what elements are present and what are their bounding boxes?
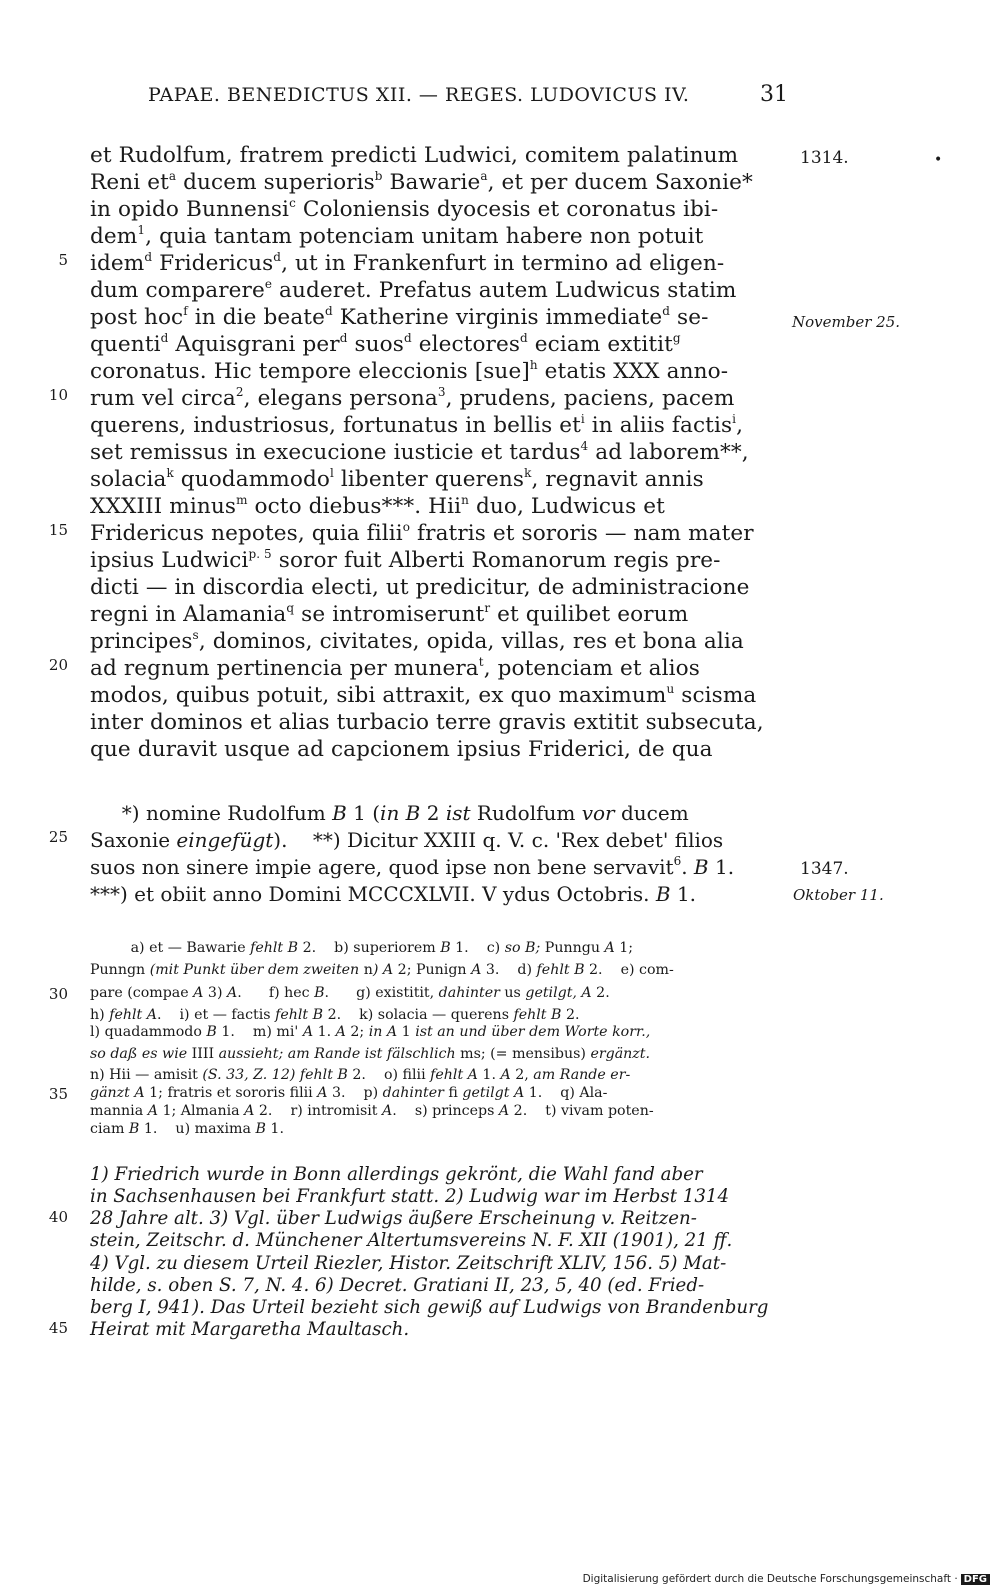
speck: • <box>934 152 943 168</box>
margin-year-1314: 1314. <box>800 148 849 168</box>
margin-year-1347: 1347. <box>800 859 849 879</box>
credit-text: Digitalisierung gefördert durch die Deutsche Forschungsgemeinschaft · <box>582 1573 958 1585</box>
document-page: PAPAE. BENEDICTUS XII. — REGES. LUDOVICUS IV. 31 • et Rudolfum, fratrem predicti Ludwici, comitem palatinum Reni $et^a$ ducem superioris$^b$ Bawarie$^a$, et per ducem Saxonie* in opido Bunnensi$^c$ Coloniensis dyocesis et coronatus ibi- dem$^1$, quia tantam potenciam unitam habere non potuit 5 idem$^d$ Fridericus$^d$, ut in Frankenfurt in termino ad eligen- dum comparere$^e$ auderet. Prefatus autem Ludwicus statim post hoc$^f$ in die beate$^d$ Katherine virginis immediate$^d$ se- quenti$^d$ Aquisgrani per$^d$ suos$^d$ electores$^d$ eciam extitit$^g$ coronatus. Hic tempore eleccionis [sue]$^h$ etatis XXX anno- 10 rum vel circa$^2$, elegans persona$^3$, prudens, paciens, pacem querens, industriosus, fortunatus in bellis $et^i$ in aliis factis$^i$, set remissus in execucione iusticie et tardus$^4$ ad laborem**, solacia$^k$ quodammodo$^l$ libenter querens$^k$, regnavit annis XXXIII minus$^m$ octo diebus***. Hii$^n$ duo, Ludwicus et 15 Fridericus nepotes, quia filii$^o$ fratris et sororis — nam mater ipsius Ludwici$^{p. 5}$ soror fuit Alberti Romanorum regis pre- dicti — in discordia electi, ut predicitur, de administracione regni in Alamania$^q$ se intromiserunt$^r$ et quilibet eorum principes$^s$, dominos, civitates, opida, villas, res et bona alia 20 ad regnum pertinencia per munera$^t$, potenciam et alios modos, quibus potuit, sibi attraxit, ex quo maximum$^u$ scisma inter dominos et alias turbacio terre gravis extitit subsecuta, que duravit usque ad capcionem ipsius Friderici, de qua *) nomine Rudolfum B 1 (in B 2 ist Rudolfum vor ducem 25 Saxonie eingefügt). **) Dicitur XXIII q. V. c. 'Rex debet' filios suos non sinere impie agere, quod ipse non bene servavit$^6$. B 1. ***) et obiit anno Domini MCCCXLVII. V ydus Octobris. B 1. a) et — Bawarie fehlt B 2. b) superiorem B 1. c) so B; Punngu A 1; Punngn (mit Punkt über dem zweiten n) A 2; Punign A 3. d) fehlt B 2. e) com- 30 pare (compae A 3) A. f) hec B. g) existitit, dahinter us getilgt, A 2. h) fehlt A. i) et — factis fehlt B 2. k) solacia — querens fehlt B 2. l) quadammodo B 1. m) mi' A 1. A 2; in A 1 ist an und über dem Worte korr., so daß es wie IIII aussieht; am Rande ist fälschlich ms; (= mensibus) ergänzt. n) Hii — amisit (S. 33, Z. 12) fehlt B 2. o) filii fehlt A 1. A 2, am Rande er- 35 gänzt A 1; fratris et sororis filii A 3. p) dahinter fi getilgt A 1. q) Ala- mannia A 1; Almania A 2. r) intromisit A. s) princeps A 2. t) vivam poten- ciam B 1. u) maxima B 1. 1) Friedrich wurde in Bonn allerdings gekrönt, die Wahl fand aber in Sachsenhausen bei Frankfurt statt. 2) Ludwig war im Herbst 1314 40 28 Jahre alt. 3) Vgl. über Ludwigs äußere Erscheinung v. Reitzen- stein, Zeitschr. d. Münchener Altertumsvereins N. F. XII (1901), 21 ff. 4) Vgl. zu diesem Urteil Riezler, Histor. Zeitschrift XLIV, 156. 5) Mat- hilde, s. oben S. 7, N. 4. 6) Decret. Gratiani II, 23, 5, 40 (ed. Fried- berg I, 941). Das Urteil bezieht sich gewiß auf Ludwigs von Brandenburg 45 Heirat mit Margaretha Maultasch. 1314. November 25. 1347. Oktober 11. Digitalisierung gefördert durch die Deutsche Forschungsgemeinschaft · DFG <box>0 0 1000 1594</box>
line-number: 40 <box>48 1208 68 1226</box>
margin-date-oktober: Oktober 11. <box>793 886 884 904</box>
digitization-credit <box>583 1573 990 1585</box>
margin-date-november: November 25. <box>792 313 901 331</box>
dfg-logo: DFG <box>961 1574 990 1585</box>
footnote-text: berg I, 941). Das Urteil bezieht sich gewiß auf Ludwigs von Brandenburg <box>90 1297 769 1318</box>
page-number: 31 <box>760 82 788 107</box>
footnote-text: Heirat mit Margaretha Maultasch. <box>90 1319 410 1340</box>
running-head: PAPAE. BENEDICTUS XII. — REGES. LUDOVICUS IV. <box>148 84 690 106</box>
footnote-text: 28 Jahre alt. 3) Vgl. über Ludwigs äußere Erscheinung v. Reitzen- <box>90 1208 697 1229</box>
footnote-text: 4) Vgl. zu diesem Urteil Riezler, Histor. Zeitschrift XLIV, 156. 5) Mat- <box>90 1253 727 1274</box>
line-number: 45 <box>48 1319 68 1337</box>
footnote-text: in Sachsenhausen bei Frankfurt statt. 2) Ludwig war im Herbst 1314 <box>90 1186 730 1207</box>
footnote-text: hilde, s. oben S. 7, N. 4. 6) Decret. Gratiani II, 23, 5, 40 (ed. Fried- <box>90 1275 705 1296</box>
footnote-text: 1) Friedrich wurde in Bonn allerdings gekrönt, die Wahl fand aber <box>90 1164 703 1185</box>
footnote-text: stein, Zeitschr. d. Münchener Altertumsvereins N. F. XII (1901), 21 ff. <box>90 1230 733 1251</box>
